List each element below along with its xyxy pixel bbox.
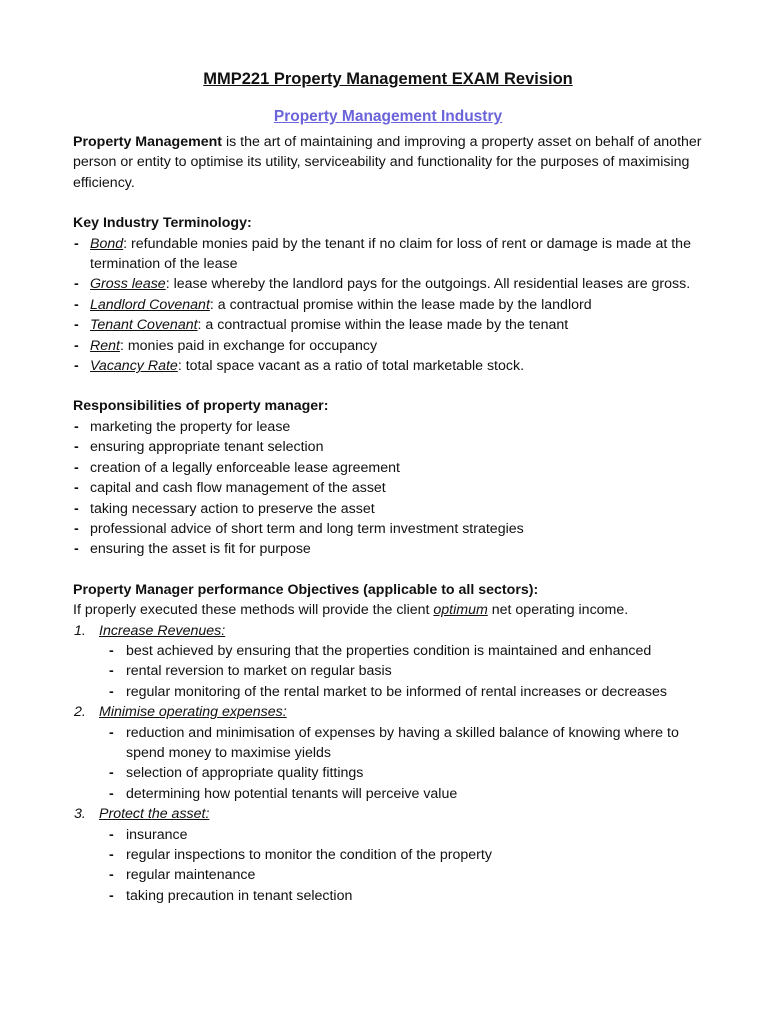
objective-number: 3. [74,806,86,823]
term: Rent [90,337,120,354]
intro-text: is the art of maintaining and improving a property asset on behalf of another person or entity to optimise its utility, serviceability and functionality for the purposes of maximising efficiency. [73,134,702,191]
document-page [73,68,703,906]
responsibilities-list [73,417,703,560]
objectives-intro-emphasis: optimum [433,602,488,619]
definition: : refundable monies paid by the tenant if no claim for loss of rent or damage is made at the termination of the lease [90,235,691,273]
term: Tenant Covenant [90,317,198,334]
term: Vacancy Rate [90,358,178,375]
list-item: - selection of appropriate quality fittings [108,763,703,783]
definition: : lease whereby the landlord pays for the outgoings. All residential leases are gross. [165,276,691,293]
responsibilities-heading: Responsibilities of property manager: [73,398,329,415]
objective-item [73,804,703,906]
list-item: - capital and cash flow management of the asset [73,478,703,498]
intro-term: Property Management [73,134,223,150]
section-title: Property Management Industry [273,108,503,125]
objectives-list [73,621,703,907]
list-item [73,274,703,294]
definition: : monies paid in exchange for occupancy [119,337,378,354]
document-title: MMP221 Property Management EXAM Revision [203,70,573,88]
term: Gross lease [90,276,166,293]
intro-paragraph [73,132,703,193]
list-item: - marketing the property for lease [73,417,703,437]
list-item: - best achieved by ensuring that the properties condition is maintained and enhanced [108,641,703,661]
objective-title: Protect the asset: [99,806,210,823]
list-item: - rental reversion to market on regular basis [108,661,703,681]
list-item [73,356,703,376]
list-item: - insurance [108,825,703,845]
terminology-heading: Key Industry Terminology: [73,215,252,232]
objective-title: Increase Revenues: [99,622,226,639]
objective-points [99,723,703,805]
objective-points [99,825,703,907]
objectives-heading: Property Manager performance Objectives (applicable to all sectors): [73,581,539,598]
list-item: - ensuring appropriate tenant selection [73,437,703,457]
objective-item [73,702,703,804]
list-item: - creation of a legally enforceable lease agreement [73,458,703,478]
definition: : total space vacant as a ratio of total marketable stock. [177,358,525,375]
list-item: - taking necessary action to preserve the asset [73,499,703,519]
list-item: - regular inspections to monitor the condition of the property [108,845,703,865]
objectives-intro [73,600,703,620]
list-item [73,234,703,275]
list-item: - regular maintenance [108,865,703,885]
definition: : a contractual promise within the lease made by the tenant [197,317,569,334]
list-item: - ensuring the asset is fit for purpose [73,539,703,559]
list-item [73,336,703,356]
list-item: - taking precaution in tenant selection [108,886,703,906]
list-item: - regular monitoring of the rental market to be informed of rental increases or decreases [108,682,703,702]
terminology-list [73,234,703,377]
definition: : a contractual promise within the lease made by the landlord [209,296,592,313]
objective-number: 1. [74,622,86,639]
objective-title: Minimise operating expenses: [99,704,287,721]
term: Bond [90,235,124,252]
list-item: - determining how potential tenants will perceive value [108,784,703,804]
objective-item [73,621,703,703]
list-item: - professional advice of short term and long term investment strategies [73,519,703,539]
objective-points [99,641,703,702]
objectives-intro-before: If properly executed these methods will provide the client [73,602,434,619]
list-item [73,295,703,315]
list-item: - reduction and minimisation of expenses by having a skilled balance of knowing where to spend money to maximise yields [108,723,703,764]
objective-number: 2. [74,704,86,721]
objectives-intro-after: net operating income. [487,602,629,619]
list-item [73,315,703,335]
term: Landlord Covenant [90,296,210,313]
